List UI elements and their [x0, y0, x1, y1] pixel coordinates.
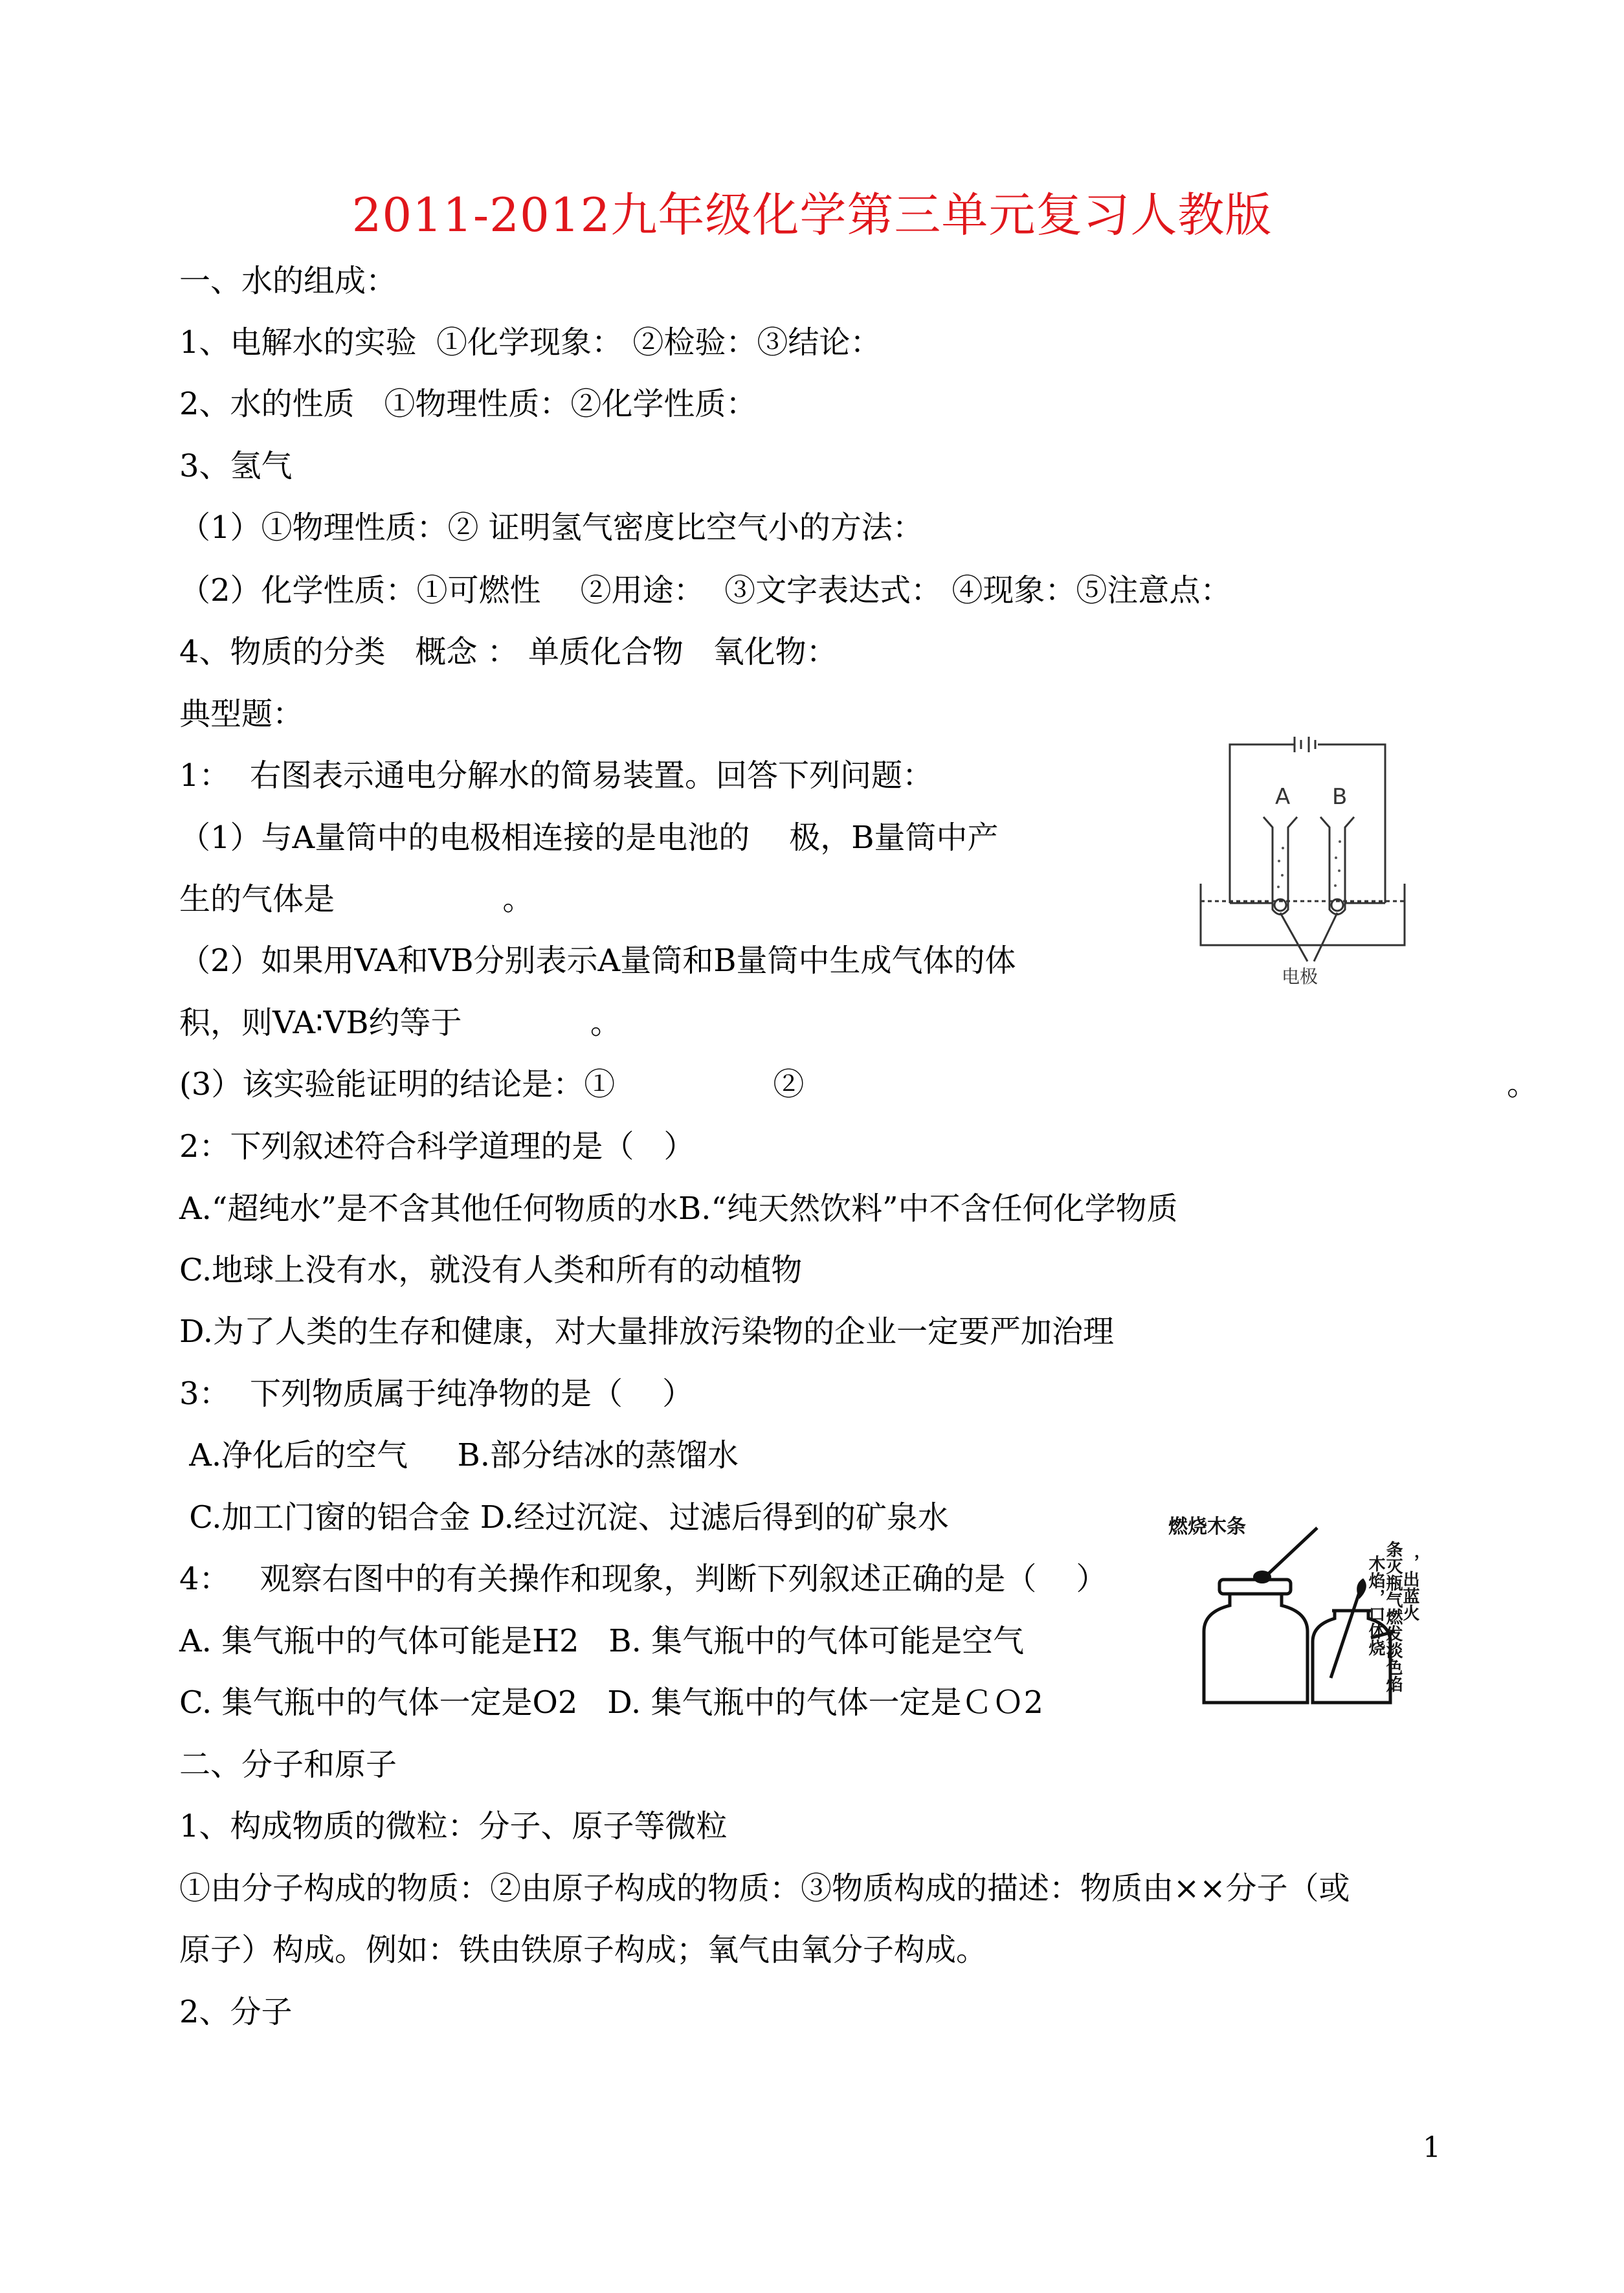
jar-note-col3: ，出蓝火	[1400, 1554, 1419, 1621]
heading-water-composition: 一、水的组成：	[179, 263, 397, 299]
item-hydrogen-physical: （1）①物理性质：② 证明氢气密度比空气小的方法：	[179, 509, 924, 546]
page-number: 1	[1423, 2131, 1441, 2164]
question-3-options-ab: A.净化后的空气 B.部分结冰的蒸馏水	[179, 1437, 739, 1473]
item-electrolysis: 1、电解水的实验 ①化学现象： ②检验：③结论：	[179, 324, 882, 361]
question-2-option-c: C.地球上没有水，就没有人类和所有的动植物	[179, 1252, 803, 1288]
item-substance-structure-cont: 原子）构成。例如：铁由铁原子构成；氧气由氧分子构成。	[179, 1932, 988, 1968]
tube-a-label: A	[1275, 784, 1291, 810]
jar-note-col1: 木焰，口体烧	[1366, 1555, 1385, 1656]
document-title: 2011-2012九年级化学第三单元复习人教版	[351, 188, 1273, 242]
item-water-properties: 2、水的性质 ①物理性质：②化学性质：	[179, 386, 757, 422]
item-hydrogen: 3、氢气	[179, 448, 293, 484]
question-4-options-cd: C. 集气瓶中的气体一定是O2 D. 集气瓶中的气体一定是ＣＯ2	[179, 1684, 1044, 1721]
heading-molecules-atoms: 二、分子和原子	[179, 1747, 397, 1783]
question-1-part-1: （1）与A量筒中的电极相连接的是电池的 极，B量筒中产	[179, 820, 999, 856]
electrolysis-apparatus-figure	[1191, 732, 1411, 990]
question-4-options-ab: A. 集气瓶中的气体可能是H2 B. 集气瓶中的气体可能是空气	[179, 1623, 1025, 1659]
burning-stick-label: 燃烧木条	[1168, 1516, 1246, 1538]
item-particles: 1、构成物质的微粒：分子、原子等微粒	[179, 1808, 728, 1844]
question-2: 2：下列叙述符合科学道理的是（ ）	[179, 1128, 695, 1165]
heading-typical-questions: 典型题：	[179, 696, 304, 732]
question-1-part-3-period: 。	[1507, 1066, 1539, 1102]
question-4: 4： 观察右图中的有关操作和现象，判断下列叙述正确的是（ ）	[179, 1561, 1107, 1597]
item-classification: 4、物质的分类 概念 ： 单质化合物 氧化物：	[179, 634, 838, 670]
item-molecule: 2、分子	[179, 1994, 293, 2030]
question-1-part-3: (3）该实验能证明的结论是：① ②	[179, 1066, 805, 1102]
question-1-part-2: （2）如果用VA和VB分别表示A量筒和B量筒中生成气体的体	[179, 943, 1016, 979]
question-2-options-ab: A.“超纯水”是不含其他任何物质的水B.“纯天然饮料”中不含任何化学物质	[179, 1191, 1178, 1227]
question-1-part-1-cont: 生的气体是 。	[179, 881, 534, 917]
question-3-options-cd: C.加工门窗的铝合金 D.经过沉淀、过滤后得到的矿泉水	[179, 1499, 949, 1536]
electrode-label: 电极	[1282, 966, 1318, 987]
item-substance-structure: ①由分子构成的物质：②由原子构成的物质：③物质构成的描述：物质由××分子（或	[179, 1870, 1350, 1907]
jar-note-col2: 条灭瓶气燃发淡色焰	[1383, 1541, 1403, 1692]
question-1: 1： 右图表示通电分解水的简易装置。回答下列问题：	[179, 757, 934, 794]
gas-jar-test-figure	[1165, 1508, 1418, 1722]
item-hydrogen-chemical: （2）化学性质：①可燃性 ②用途： ③文字表达式： ④现象：⑤注意点：	[179, 572, 1232, 609]
question-2-option-d: D.为了人类的生存和健康，对大量排放污染物的企业一定要严加治理	[179, 1314, 1115, 1350]
question-3: 3： 下列物质属于纯净物的是（ ）	[179, 1376, 694, 1412]
question-1-part-2-cont: 积，则VA∶VB约等于 。	[179, 1005, 621, 1041]
tube-b-label: B	[1332, 784, 1348, 810]
